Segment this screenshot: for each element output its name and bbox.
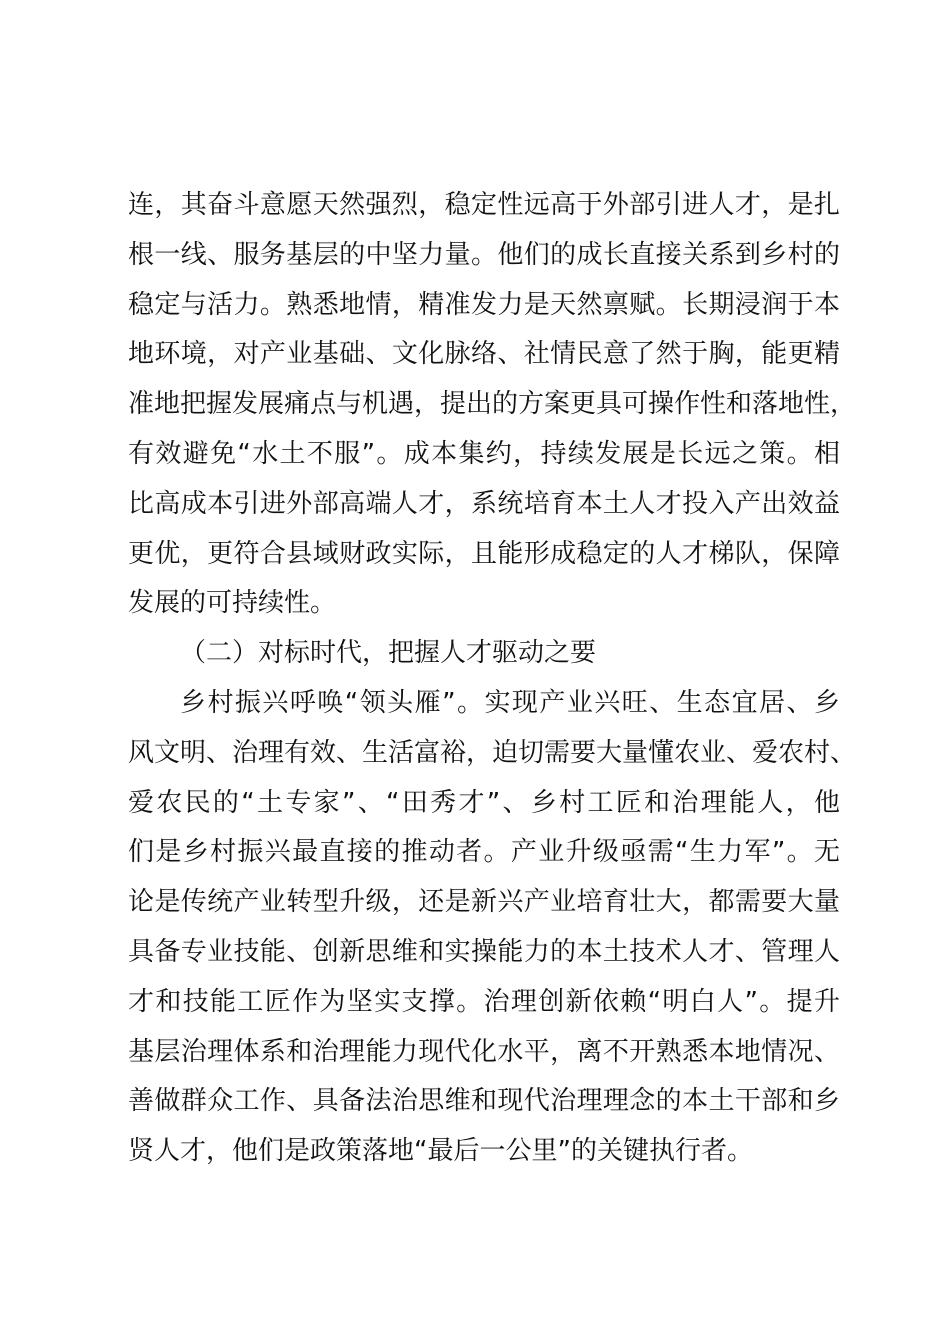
paragraph-line: 有效避免“水土不服”。成本集约，持续发展是长远之策。相 [128, 438, 840, 469]
document-body [128, 181, 857, 1177]
paragraph-line: 稳定与活力。熟悉地情，精准发力是天然禀赋。长期浸润于本 [128, 289, 840, 320]
paragraph-line: 乡村振兴呼唤“领头雁”。实现产业兴旺、生态宜居、乡 [180, 687, 840, 718]
paragraph-line: 贤人才，他们是政策落地“最后一公里”的关键执行者。 [128, 1136, 753, 1167]
paragraph-line: 们是乡村振兴最直接的推动者。产业升级亟需“生力军”。无 [128, 837, 840, 868]
paragraph-line: 连，其奋斗意愿天然强烈，稳定性远高于外部引进人才，是扎 [128, 190, 840, 220]
paragraph-line: 具备专业技能、创新思维和实操能力的本土技术人才、管理人 [128, 936, 840, 967]
paragraph-line: 准地把握发展痛点与机遇，提出的方案更具可操作性和落地性， [128, 389, 857, 420]
paragraph-line: 发展的可持续性。 [128, 588, 337, 619]
paragraph-line: 才和技能工匠作为坚实支撑。治理创新依赖“明白人”。提升 [128, 986, 840, 1017]
section-heading: （二）对标时代，把握人才驱动之要 [180, 638, 597, 669]
paragraph-line: 根一线、服务基层的中坚力量。他们的成长直接关系到乡村的 [128, 239, 840, 270]
paragraph-line: 善做群众工作、具备法治思维和现代治理理念的本土干部和乡 [128, 1086, 840, 1117]
paragraph-line: 爱农民的“土专家”、“田秀才”、乡村工匠和治理能人，他 [128, 787, 840, 818]
paragraph-line: 比高成本引进外部高端人才，系统培育本土人才投入产出效益 [128, 488, 840, 519]
paragraph-line: 风文明、治理有效、生活富裕，迫切需要大量懂农业、爱农村、 [128, 737, 857, 768]
paragraph-line: 基层治理体系和治理能力现代化水平，离不开熟悉本地情况、 [128, 1036, 840, 1067]
paragraph-line: 更优，更符合县域财政实际，且能形成稳定的人才梯队，保障 [128, 538, 840, 569]
paragraph-line: 论是传统产业转型升级，还是新兴产业培育壮大，都需要大量 [128, 887, 840, 918]
paragraph-line: 地环境，对产业基础、文化脉络、社情民意了然于胸，能更精 [128, 339, 840, 370]
